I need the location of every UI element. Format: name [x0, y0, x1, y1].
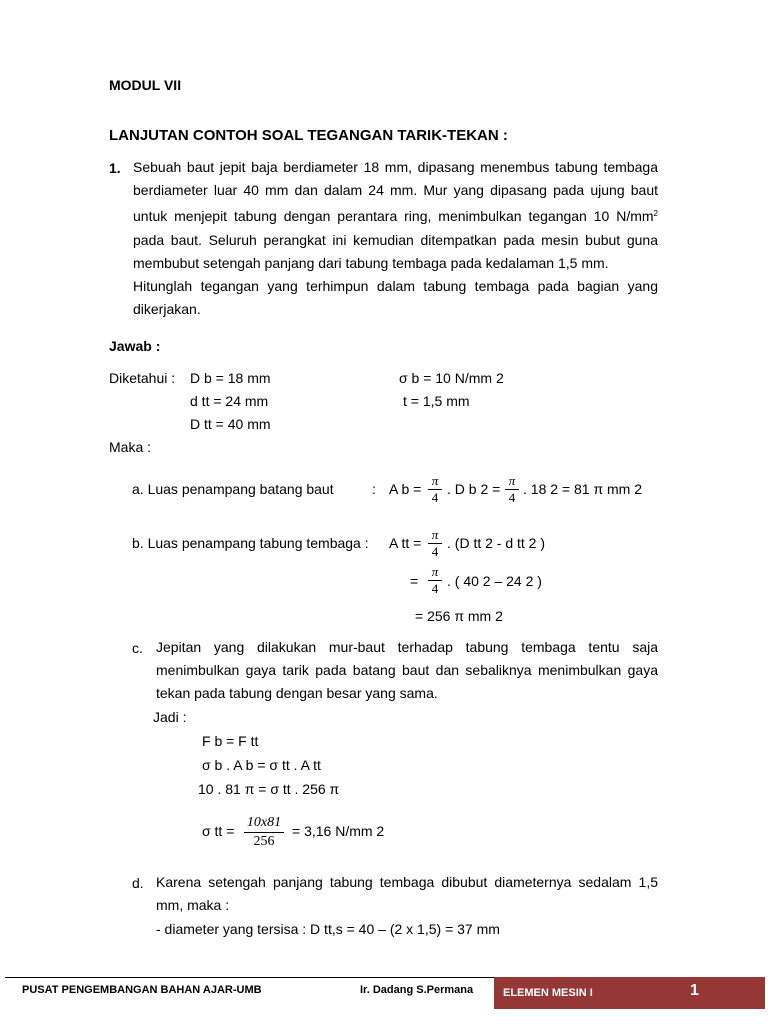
item-a-rhs: . 18 2 = 81 π mm 2 [523, 481, 642, 497]
item-c-line4-rhs: = 3,16 N/mm 2 [292, 823, 385, 839]
given-db: D b = 18 mm [190, 370, 271, 386]
item-b-label: b. Luas penampang tabung tembaga : [132, 535, 369, 551]
given-Dtt: D tt = 40 mm [190, 416, 271, 432]
item-c-jadi: Jadi : [153, 709, 187, 725]
item-c-line2: σ b . A b = σ tt . A tt [202, 757, 321, 773]
four: 4 [431, 544, 439, 559]
pi-symbol: π [508, 473, 516, 488]
item-b-lhs: A tt = [389, 535, 422, 551]
pi-over-4-b1 [428, 528, 442, 559]
item-a-colon: : [372, 481, 376, 497]
fraction-10x81-over-256 [244, 815, 284, 850]
module-title: MODUL VII [109, 77, 182, 93]
problem-text-a: Sebuah baut jepit baja berdiameter 18 mm, dipasang menembus tabung tembaga berdiameter luar 40 mm dan dalam 24 mm. Mur yang dipasang pada ujung baut untuk menjepit tabung dengan perantara ring, menimbulkan tegangan 10 N/mm [133, 159, 658, 225]
given-sigma-b: σ b = 10 N/mm 2 [399, 370, 504, 386]
item-c-line1: F b = F tt [202, 733, 259, 749]
footer-subject-bar [494, 977, 765, 1009]
four: 4 [431, 581, 439, 596]
given-label: Diketahui : [109, 370, 176, 386]
fraction-numerator: 10x81 [246, 815, 282, 830]
item-a-label: a. Luas penampang batang baut [132, 481, 334, 497]
problem-text-c: Hitunglah tegangan yang terhimpun dalam tabung tembaga pada bagian yang dikerjakan. [133, 278, 658, 318]
item-a-mid: . D b 2 = [447, 481, 501, 497]
given-t: t = 1,5 mm [403, 393, 470, 409]
four: 4 [508, 490, 516, 505]
item-c-label: c. [132, 640, 143, 656]
item-d-list-item: - diameter yang tersisa : D tt,s = 40 – (2 x 1,5) = 37 mm [156, 921, 500, 937]
fraction-denominator: 256 [253, 834, 275, 849]
item-c-text: Jepitan yang dilakukan mur-baut terhadap tabung tembaga tentu saja menimbulkan gaya tarik pada batang baut dan sebaliknya menimbulkan gaya tekan pada tabung dengan besar yang sama. [156, 639, 658, 702]
section-title: LANJUTAN CONTOH SOAL TEGANGAN TARIK-TEKAN : [109, 127, 508, 144]
footer-subject: ELEMEN MESIN I [503, 987, 593, 999]
item-c-line3: 10 . 81 π = σ tt . 256 π [198, 781, 340, 797]
item-b-eq2: = [410, 573, 419, 589]
problem-sup: 2 [653, 209, 658, 219]
item-b-rhs1: . (D tt 2 - d tt 2 ) [447, 535, 546, 551]
pi-symbol: π [431, 527, 439, 542]
item-a-lhs: A b = [389, 481, 422, 497]
item-b-rhs2: . ( 40 2 – 24 2 ) [447, 573, 542, 589]
problem-text-b: pada baut. Seluruh perangkat ini kemudian ditempatkan pada mesin bubut guna membubut setengah panjang dari tabung tembaga pada kedalaman 1,5 mm. [133, 231, 658, 271]
page-number: 1 [690, 982, 699, 999]
item-d-label: d. [132, 875, 144, 891]
item-d-text: Karena setengah panjang tabung tembaga dibubut diameternya sedalam 1,5 mm, maka : [156, 874, 658, 914]
pi-over-4-a2 [505, 474, 519, 505]
pi-symbol: π [431, 473, 439, 488]
four: 4 [431, 490, 439, 505]
problem-number: 1. [109, 160, 121, 176]
item-c-line4-lhs: σ tt = [202, 823, 235, 839]
problem-text [133, 156, 658, 321]
maka-label: Maka : [109, 439, 152, 455]
pi-over-4-b2 [428, 565, 442, 596]
footer-author: Ir. Dadang S.Permana [360, 984, 474, 996]
footer-institution: PUSAT PENGEMBANGAN BAHAN AJAR-UMB [22, 984, 262, 996]
pi-over-4-a1 [428, 474, 442, 505]
given-dtt: d tt = 24 mm [190, 393, 269, 409]
item-b-eq3: = 256 π mm 2 [415, 608, 503, 624]
pi-symbol: π [431, 564, 439, 579]
answer-heading: Jawab : [109, 338, 161, 354]
